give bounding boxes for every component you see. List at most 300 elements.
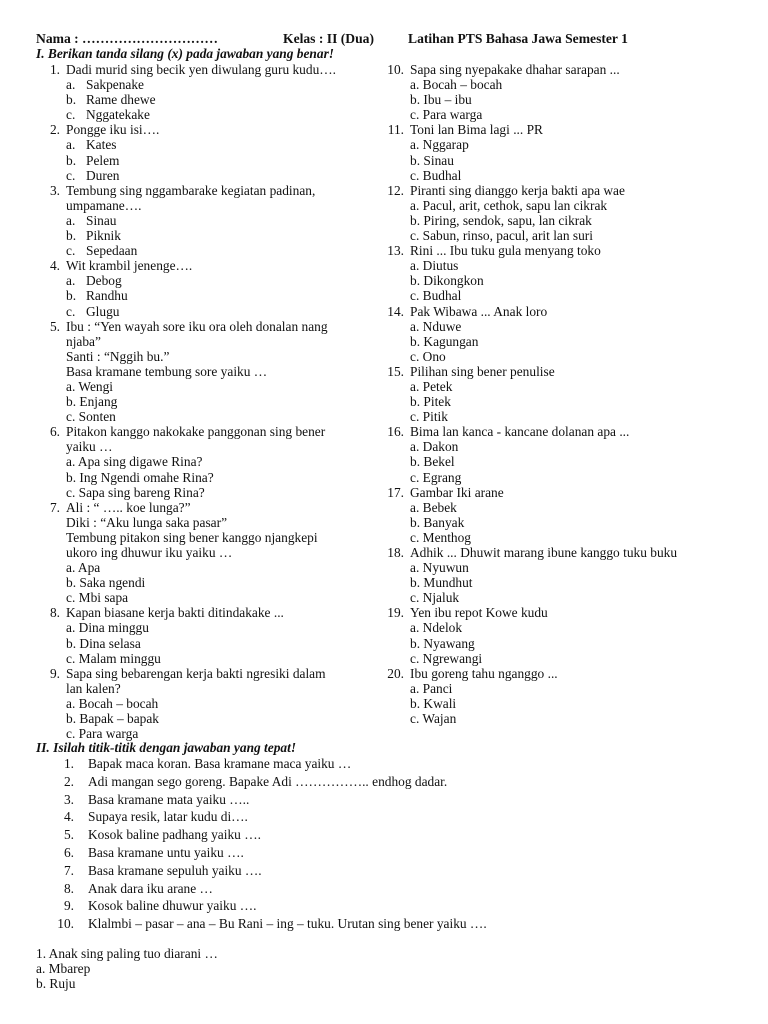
question-line <box>386 666 736 681</box>
question-number: 11. <box>387 122 404 138</box>
option-letter: c. <box>410 529 420 545</box>
question-line <box>36 183 386 198</box>
extra-option-a: a. Mbarep <box>36 961 91 976</box>
option-text: Mundhut <box>423 575 473 591</box>
option-letter: b. <box>66 711 77 727</box>
question-text: Ibu : “Yen wayah sore iku ora oleh donalan nang <box>66 318 328 334</box>
section-1-left-column <box>36 62 386 741</box>
question-item <box>386 364 736 424</box>
question-text: Toni lan Bima lagi ... PR <box>410 122 543 138</box>
option-letter: b. <box>66 635 77 651</box>
answer-option <box>386 213 736 228</box>
option-text: Bocah – bocah <box>422 77 503 93</box>
option-letter: b. <box>410 394 421 410</box>
option-text: Kagungan <box>423 333 479 349</box>
option-letter: c. <box>66 590 76 606</box>
option-text: Enjang <box>79 394 118 410</box>
answer-option <box>36 153 386 168</box>
option-text: Rame dhewe <box>86 92 156 108</box>
option-text: Glugu <box>86 303 120 319</box>
question-number: 9. <box>49 665 60 681</box>
option-text: Petek <box>422 378 453 394</box>
question-item <box>36 500 386 606</box>
option-letter: c. <box>410 107 420 123</box>
question-text: Pongge iku isi…. <box>66 122 160 138</box>
answer-option <box>386 470 736 485</box>
question-text: Sapa sing bebarengan kerja bakti ngresiki dalam <box>66 665 326 681</box>
fill-in-number: 3. <box>63 791 74 807</box>
answer-option <box>36 394 386 409</box>
option-letter: a. <box>66 454 76 470</box>
answer-option <box>36 213 386 228</box>
question-text-continued: njaba” <box>66 333 101 349</box>
answer-option <box>36 77 386 92</box>
option-letter: c. <box>410 650 420 666</box>
option-letter: b. <box>66 394 77 410</box>
fill-in-item <box>36 897 736 915</box>
option-letter: b. <box>410 152 421 168</box>
option-letter: c. <box>66 167 76 183</box>
answer-option <box>36 485 386 500</box>
option-letter: b. <box>66 575 77 591</box>
question-item <box>36 319 386 425</box>
answer-option <box>386 515 736 530</box>
answer-option <box>36 590 386 605</box>
fill-in-text: Supaya resik, latar kudu di…. <box>88 809 248 825</box>
name-field-label: Nama : ………………………… <box>36 31 218 46</box>
question-text: Tembung sing nggambarake kegiatan padinan, <box>66 182 316 198</box>
option-text: Ono <box>422 348 446 364</box>
option-letter: c. <box>66 303 76 319</box>
question-line <box>386 364 736 379</box>
answer-option <box>386 500 736 515</box>
option-text: Kwali <box>423 695 457 711</box>
answer-option <box>36 137 386 152</box>
option-letter: a. <box>410 137 420 153</box>
fill-in-number: 8. <box>63 880 74 896</box>
question-line <box>36 319 386 334</box>
answer-option <box>386 379 736 394</box>
question-item <box>36 122 386 182</box>
answer-option <box>36 636 386 651</box>
answer-option <box>36 243 386 258</box>
question-line <box>36 258 386 273</box>
fill-in-number: 4. <box>63 809 74 825</box>
option-letter: a. <box>66 378 76 394</box>
question-text: Wit krambil jenenge…. <box>66 258 193 274</box>
option-text: Bebek <box>422 499 457 515</box>
answer-option <box>36 726 386 741</box>
fill-in-item <box>36 915 736 933</box>
option-letter: b. <box>66 288 77 304</box>
question-text: Gambar Iki arane <box>410 484 504 500</box>
question-text: Kapan biasane kerja bakti ditindakake ... <box>66 605 284 621</box>
fill-in-number: 9. <box>63 898 74 914</box>
option-letter: a. <box>66 212 76 228</box>
question-text-continued: yaiku … <box>66 439 113 455</box>
option-letter: b. <box>66 152 77 168</box>
question-line <box>36 500 386 515</box>
answer-option <box>386 575 736 590</box>
option-text: Dina minggu <box>78 620 149 636</box>
question-number: 12. <box>387 182 404 198</box>
question-item <box>36 183 386 258</box>
question-item <box>386 424 736 484</box>
option-letter: b. <box>410 454 421 470</box>
option-letter: a. <box>410 439 420 455</box>
option-letter: c. <box>410 348 420 364</box>
option-text: Pitek <box>423 394 451 410</box>
option-text: Apa <box>77 560 101 576</box>
answer-option <box>36 560 386 575</box>
option-letter: a. <box>410 77 420 93</box>
section-1-right-column <box>386 62 736 726</box>
option-letter: b. <box>410 212 421 228</box>
option-letter: c. <box>66 726 76 742</box>
answer-option <box>36 409 386 424</box>
option-letter: a. <box>410 560 420 576</box>
option-letter: c. <box>66 650 76 666</box>
fill-in-text: Kosok baline dhuwur yaiku …. <box>88 898 257 914</box>
question-line <box>386 605 736 620</box>
option-letter: c. <box>410 167 420 183</box>
option-text: Dakon <box>422 439 459 455</box>
question-line <box>36 122 386 137</box>
fill-in-text: Basa kramane untu yaiku …. <box>88 844 244 860</box>
option-letter: b. <box>410 575 421 591</box>
question-number: 15. <box>387 363 404 379</box>
option-letter: a. <box>66 560 76 576</box>
option-letter: b. <box>410 514 421 530</box>
question-line <box>36 62 386 77</box>
question-item <box>36 258 386 318</box>
fill-in-text: Adi mangan sego goreng. Bapake Adi …………….. endhog dadar. <box>88 773 448 789</box>
question-item <box>386 122 736 182</box>
extra-question-text: 1. Anak sing paling tuo diarani … <box>36 946 218 961</box>
worksheet-title: Latihan PTS Bahasa Jawa Semester 1 <box>408 31 628 46</box>
question-text: Pilihan sing bener penulise <box>410 363 555 379</box>
answer-option <box>386 590 736 605</box>
section-2-list <box>36 755 736 933</box>
option-text: Pelem <box>86 152 120 168</box>
answer-option <box>36 651 386 666</box>
fill-in-item <box>36 791 736 809</box>
option-text: Dina selasa <box>79 635 141 651</box>
option-text: Budhal <box>422 288 462 304</box>
question-text-continued: Tembung pitakon sing bener kanggo njangkepi <box>66 529 318 545</box>
option-letter: a. <box>66 137 76 153</box>
question-line <box>36 605 386 620</box>
answer-option <box>386 696 736 711</box>
option-text: Ndelok <box>422 620 463 636</box>
answer-option <box>386 334 736 349</box>
option-text: Ngrewangi <box>422 650 483 666</box>
fill-in-item <box>36 773 736 791</box>
option-letter: b. <box>66 228 77 244</box>
answer-option <box>386 439 736 454</box>
option-letter: a. <box>66 77 76 93</box>
answer-option <box>386 198 736 213</box>
question-text: Adhik ... Dhuwit marang ibune kanggo tuku buku <box>410 545 678 560</box>
answer-option <box>386 454 736 469</box>
option-text: Mbi sapa <box>78 590 129 606</box>
question-number: 17. <box>387 484 404 500</box>
fill-in-number: 10. <box>57 916 74 932</box>
answer-option <box>386 651 736 666</box>
question-text: Dadi murid sing becik yen diwulang guru kudu…. <box>66 62 337 77</box>
option-text: Piring, sendok, sapu, lan cikrak <box>423 212 592 228</box>
fill-in-text: Bapak maca koran. Basa kramane maca yaiku … <box>88 756 352 771</box>
fill-in-number: 5. <box>63 827 74 843</box>
question-text: Yen ibu repot Kowe kudu <box>410 605 548 621</box>
option-text: Sakpenake <box>86 77 145 93</box>
option-text: Egrang <box>422 469 462 485</box>
fill-in-text: Klalmbi – pasar – ana – Bu Rani – ing – tuku. Urutan sing bener yaiku …. <box>88 916 487 932</box>
option-text: Para warga <box>422 107 483 123</box>
option-text: Nduwe <box>422 318 462 334</box>
answer-option <box>386 409 736 424</box>
answer-option <box>386 228 736 243</box>
question-text: Ibu goreng tahu nganggo ... <box>410 665 558 681</box>
question-number: 6. <box>49 424 60 440</box>
option-letter: c. <box>410 409 420 425</box>
question-line <box>386 62 736 77</box>
option-text: Banyak <box>423 514 465 530</box>
question-number: 7. <box>49 499 60 515</box>
option-letter: c. <box>410 288 420 304</box>
question-item <box>386 183 736 243</box>
answer-option <box>36 228 386 243</box>
worksheet-header <box>36 31 756 47</box>
answer-option <box>386 137 736 152</box>
question-text-continued: Diki : “Aku lunga saka pasar” <box>66 514 228 530</box>
question-item <box>386 485 736 545</box>
option-letter: a. <box>66 620 76 636</box>
option-text: Randhu <box>86 288 128 304</box>
option-text: Pacul, arit, cethok, sapu lan cikrak <box>422 197 608 213</box>
option-text: Njaluk <box>422 590 460 606</box>
question-item <box>386 545 736 605</box>
option-text: Menthog <box>422 529 472 545</box>
answer-option <box>386 620 736 635</box>
question-text: Pak Wibawa ... Anak loro <box>410 303 548 319</box>
answer-option <box>36 288 386 303</box>
question-line <box>386 424 736 439</box>
option-letter: a. <box>410 197 420 213</box>
answer-option <box>386 711 736 726</box>
fill-in-text: Basa kramane mata yaiku ….. <box>88 791 250 807</box>
question-item <box>386 666 736 726</box>
fill-in-text: Basa kramane sepuluh yaiku …. <box>88 862 262 878</box>
option-text: Nggatekake <box>86 107 150 123</box>
question-text-continued: lan kalen? <box>66 680 121 696</box>
answer-option <box>386 349 736 364</box>
question-line <box>36 424 386 439</box>
answer-option <box>386 107 736 122</box>
question-text-continued: umpamane…. <box>66 197 142 213</box>
question-line <box>386 183 736 198</box>
option-text: Bekel <box>423 454 455 470</box>
question-item <box>36 424 386 499</box>
answer-option <box>386 560 736 575</box>
option-letter: a. <box>410 499 420 515</box>
question-number: 20. <box>387 665 404 681</box>
question-item <box>386 605 736 665</box>
option-text: Sonten <box>78 409 116 425</box>
option-text: Para warga <box>78 726 139 742</box>
option-text: Piknik <box>86 228 121 244</box>
answer-option <box>36 711 386 726</box>
fill-in-number: 2. <box>63 773 74 789</box>
question-item <box>386 304 736 364</box>
option-text: Sepedaan <box>86 243 138 259</box>
question-number: 14. <box>387 303 404 319</box>
fill-in-item <box>36 844 736 862</box>
answer-option <box>386 394 736 409</box>
question-text-continued: Santi : “Nggih bu.” <box>66 348 170 364</box>
class-label: Kelas : II (Dua) <box>283 31 375 46</box>
option-text: Pitik <box>422 409 448 425</box>
option-letter: c. <box>410 590 420 606</box>
question-line <box>386 122 736 137</box>
option-text: Nggarap <box>422 137 469 153</box>
answer-option <box>36 273 386 288</box>
option-letter: b. <box>66 92 77 108</box>
question-number: 3. <box>49 182 60 198</box>
question-text: Piranti sing dianggo kerja bakti apa wae <box>410 182 625 198</box>
question-item <box>36 666 386 741</box>
option-text: Dikongkon <box>423 273 484 289</box>
question-item <box>36 605 386 665</box>
answer-option <box>36 620 386 635</box>
option-text: Diutus <box>422 258 459 274</box>
option-letter: c. <box>410 711 420 727</box>
option-letter: a. <box>66 273 76 289</box>
fill-in-item <box>36 755 736 773</box>
answer-option <box>36 92 386 107</box>
question-line <box>386 243 736 258</box>
option-letter: a. <box>410 318 420 334</box>
option-text: Wajan <box>422 711 457 727</box>
answer-option <box>386 92 736 107</box>
option-letter: c. <box>410 469 420 485</box>
section-1-title: I. Berikan tanda silang (x) pada jawaban yang benar! <box>36 46 334 61</box>
answer-option <box>36 168 386 183</box>
option-letter: c. <box>66 243 76 259</box>
answer-option <box>386 77 736 92</box>
answer-option <box>386 273 736 288</box>
question-line <box>386 545 736 560</box>
fill-in-text: Anak dara iku arane … <box>88 880 213 896</box>
fill-in-text: Kosok baline padhang yaiku …. <box>88 827 261 843</box>
question-number: 8. <box>49 605 60 621</box>
question-item <box>36 62 386 122</box>
question-text: Rini ... Ibu tuku gula menyang toko <box>410 243 601 259</box>
option-letter: a. <box>410 620 420 636</box>
fill-in-item <box>36 862 736 880</box>
question-number: 18. <box>387 545 404 560</box>
option-text: Bapak – bapak <box>79 711 159 727</box>
fill-in-number: 6. <box>63 844 74 860</box>
answer-option <box>36 304 386 319</box>
option-text: Debog <box>86 273 122 289</box>
fill-in-item <box>36 808 736 826</box>
answer-option <box>386 319 736 334</box>
option-text: Nyawang <box>423 635 475 651</box>
answer-option <box>386 636 736 651</box>
option-letter: c. <box>66 409 76 425</box>
question-line <box>386 304 736 319</box>
option-text: Ing Ngendi omahe Rina? <box>79 469 214 485</box>
fill-in-number: 1. <box>63 756 74 771</box>
option-text: Wengi <box>78 378 114 394</box>
question-number: 16. <box>387 424 404 440</box>
answer-option <box>36 454 386 469</box>
question-number: 1. <box>49 62 60 77</box>
question-number: 2. <box>49 122 60 138</box>
option-text: Panci <box>422 680 453 696</box>
option-text: Malam minggu <box>78 650 161 666</box>
option-letter: b. <box>410 273 421 289</box>
answer-option <box>386 288 736 303</box>
answer-option <box>386 530 736 545</box>
option-letter: b. <box>410 333 421 349</box>
question-line <box>36 666 386 681</box>
question-text: Pitakon kanggo nakokake panggonan sing bener <box>66 424 326 440</box>
option-letter: a. <box>410 378 420 394</box>
option-text: Sinau <box>423 152 454 168</box>
option-text: Duren <box>86 167 120 183</box>
question-number: 5. <box>49 318 60 334</box>
option-text: Apa sing digawe Rina? <box>77 454 203 470</box>
question-number: 13. <box>387 243 404 259</box>
option-letter: c. <box>410 228 420 244</box>
question-item <box>386 243 736 303</box>
option-text: Sinau <box>86 212 117 228</box>
fill-in-item <box>36 826 736 844</box>
question-text-continued: Basa kramane tembung sore yaiku … <box>66 363 268 379</box>
extra-option-b: b. Ruju <box>36 976 76 991</box>
question-number: 10. <box>387 62 404 77</box>
answer-option <box>36 379 386 394</box>
option-text: Saka ngendi <box>79 575 146 591</box>
question-text: Bima lan kanca - kancane dolanan apa ... <box>410 424 630 440</box>
option-letter: a. <box>410 258 420 274</box>
extra-question <box>36 946 736 991</box>
option-text: Ibu – ibu <box>423 92 472 108</box>
answer-option <box>36 470 386 485</box>
fill-in-item <box>36 880 736 898</box>
answer-option <box>36 575 386 590</box>
question-text-continued: ukoro ing dhuwur iku yaiku … <box>66 545 233 560</box>
option-letter: b. <box>410 695 421 711</box>
option-letter: b. <box>410 635 421 651</box>
option-text: Bocah – bocah <box>78 695 159 711</box>
question-text: Sapa sing nyepakake dhahar sarapan ... <box>410 62 620 77</box>
option-letter: a. <box>410 680 420 696</box>
option-text: Budhal <box>422 167 462 183</box>
fill-in-number: 7. <box>63 862 74 878</box>
answer-option <box>36 696 386 711</box>
answer-option <box>386 153 736 168</box>
option-text: Kates <box>86 137 117 153</box>
answer-option <box>386 681 736 696</box>
option-letter: a. <box>66 695 76 711</box>
option-text: Nyuwun <box>422 560 469 576</box>
option-letter: b. <box>410 92 421 108</box>
question-number: 19. <box>387 605 404 621</box>
answer-option <box>36 107 386 122</box>
